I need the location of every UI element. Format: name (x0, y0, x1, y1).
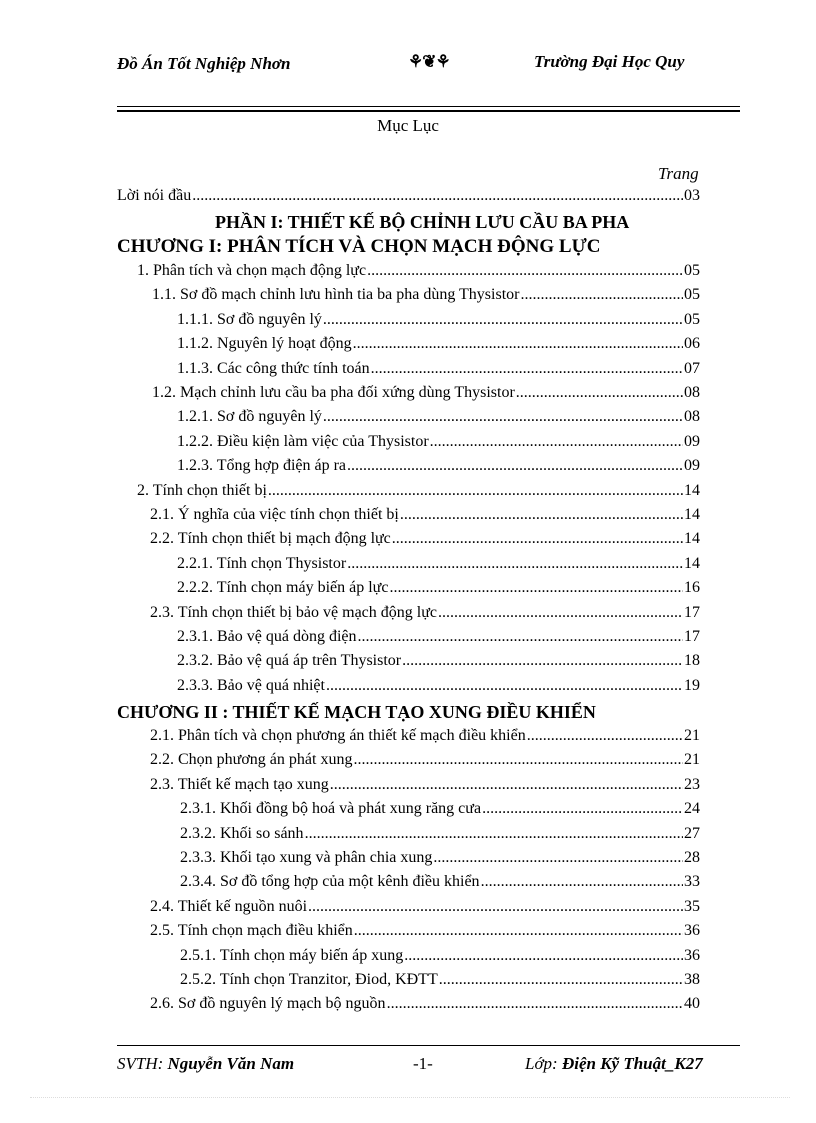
toc-page: 23 (684, 776, 700, 793)
toc-page: 33 (684, 873, 700, 890)
toc-page: 09 (684, 457, 700, 474)
toc-row (177, 555, 700, 573)
footer-rule (117, 1045, 740, 1046)
toc-row (150, 604, 700, 622)
toc-page: 05 (684, 262, 700, 279)
toc-leader (330, 776, 683, 794)
toc-page: 27 (684, 825, 700, 842)
toc-label: 1.1.1. Sơ đồ nguyên lý (177, 311, 322, 328)
toc-leader (323, 408, 683, 426)
toc-page: 08 (684, 384, 700, 401)
toc-label: 2.2.1. Tính chọn Thysistor (177, 555, 347, 572)
toc-leader (305, 825, 683, 843)
toc-row (177, 579, 700, 597)
toc-row (137, 482, 700, 500)
toc-label: 2.2.2. Tính chọn máy biến áp lực (177, 579, 389, 596)
toc-row (177, 408, 700, 426)
toc-row (177, 335, 700, 353)
header-rule-top (117, 106, 740, 107)
toc-label: 2.3. Thiết kế mạch tạo xung (150, 776, 329, 793)
toc-page: 36 (684, 947, 700, 964)
toc-row (150, 922, 700, 940)
toc-leader (404, 947, 683, 965)
toc-leader (387, 995, 683, 1013)
toc-page: 18 (684, 652, 700, 669)
toc-leader (353, 751, 683, 769)
toc-leader (367, 262, 683, 280)
toc-row (177, 652, 700, 670)
toc-row (180, 800, 700, 818)
toc-page: 40 (684, 995, 700, 1012)
toc-leader (438, 604, 683, 622)
toc-label: 2.6. Sơ đồ nguyên lý mạch bộ nguồn (150, 995, 386, 1012)
toc-label: 1. Phân tích và chọn mạch động lực (137, 262, 367, 279)
toc-page: 36 (684, 922, 700, 939)
chapter-heading-1: CHƯƠNG I: PHÂN TÍCH VÀ CHỌN MẠCH ĐỘNG LỰC (117, 236, 601, 257)
header-ornament: ⚘❦⚘ (408, 52, 450, 71)
toc-leader (481, 873, 683, 891)
toc-page: 05 (684, 286, 700, 303)
toc-leader (268, 482, 683, 500)
header-left: Đồ Án Tốt Nghiệp Nhơn (117, 54, 291, 73)
chapter-heading-2: CHƯƠNG II : THIẾT KẾ MẠCH TẠO XUNG ĐIỀU KHIỂN (117, 702, 596, 722)
toc-label: 2.5.1. Tính chọn máy biến áp xung (180, 947, 404, 964)
toc-label: 2.3.3. Bảo vệ quá nhiệt (177, 677, 325, 694)
toc-label: 1.2.2. Điều kiện làm việc của Thysistor (177, 433, 429, 450)
toc-row (177, 360, 700, 378)
toc-leader (326, 677, 683, 695)
header-right: Trường Đại Học Quy (534, 52, 685, 71)
toc-page: 14 (684, 482, 700, 499)
toc-leader (308, 898, 683, 916)
toc-row (150, 530, 700, 548)
page-column-label: Trang (658, 164, 699, 183)
toc-row (150, 776, 700, 794)
footer-student (117, 1054, 294, 1074)
page-number: -1- (413, 1054, 433, 1073)
class-label: Lớp: (525, 1054, 558, 1073)
toc-page: 05 (684, 311, 700, 328)
toc-label: 1.1. Sơ đồ mạch chỉnh lưu hình tia ba pha dùng Thysistor (152, 286, 520, 303)
toc-leader (347, 457, 683, 475)
toc-label: 2.2. Chọn phương án phát xung (150, 751, 353, 768)
toc-row (180, 873, 700, 891)
toc-row (150, 898, 700, 916)
toc-page: 38 (684, 971, 700, 988)
page-title: Mục Lục (377, 116, 439, 135)
toc-page: 06 (684, 335, 700, 352)
toc-label: 1.2.1. Sơ đồ nguyên lý (177, 408, 322, 425)
toc-page: 14 (684, 506, 700, 523)
toc-leader (392, 530, 683, 548)
toc-leader (439, 971, 683, 989)
toc-leader (347, 555, 683, 573)
toc-row (177, 311, 700, 329)
toc-page: 07 (684, 360, 700, 377)
header-rule-bottom (117, 110, 740, 112)
toc-leader (400, 506, 683, 524)
toc-page: 28 (684, 849, 700, 866)
toc-label: Lời nói đầu (117, 187, 192, 204)
toc-row (180, 971, 700, 989)
toc-leader (371, 360, 683, 378)
svth-label: SVTH: (117, 1054, 164, 1073)
part-heading: PHẦN I: THIẾT KẾ BỘ CHỈNH LƯU CẦU BA PHA (215, 212, 630, 232)
toc-label: 1.1.2. Nguyên lý hoạt động (177, 335, 352, 352)
toc-label: 2.3.1. Khối đồng bộ hoá và phát xung răng cưa (180, 800, 482, 817)
toc-leader (353, 335, 683, 353)
toc-label: 2.1. Phân tích và chọn phương án thiết kế mạch điều khiển (150, 727, 526, 744)
toc-leader (527, 727, 683, 745)
class-value: Điện Kỹ Thuật_K27 (561, 1054, 703, 1073)
toc-row-intro (117, 187, 700, 205)
toc-page: 35 (684, 898, 700, 915)
toc-page: 21 (684, 751, 700, 768)
toc-page: 21 (684, 727, 700, 744)
toc-page: 14 (684, 555, 700, 572)
toc-leader (433, 849, 683, 867)
toc-row (177, 628, 700, 646)
toc-row (180, 849, 700, 867)
toc-row (177, 433, 700, 451)
toc-label: 1.2.3. Tổng hợp điện áp ra (177, 457, 347, 474)
toc-page: 09 (684, 433, 700, 450)
toc-leader (192, 187, 683, 205)
toc-leader (516, 384, 683, 402)
toc-label: 2. Tính chọn thiết bị (137, 482, 267, 499)
toc-leader (402, 652, 683, 670)
toc-row (152, 286, 700, 304)
toc-row (150, 751, 700, 769)
toc-leader (358, 628, 683, 646)
toc-leader (482, 800, 683, 818)
toc-label: 2.3.3. Khối tạo xung và phân chia xung (180, 849, 433, 866)
toc-row (150, 995, 700, 1013)
toc-row (177, 677, 700, 695)
toc-label: 2.5.2. Tính chọn Tranzitor, Điod, KĐTT (180, 971, 438, 988)
toc-label: 1.2. Mạch chỉnh lưu cầu ba pha đối xứng dùng Thysistor (152, 384, 515, 401)
toc-label: 2.3. Tính chọn thiết bị bảo vệ mạch động lực (150, 604, 437, 621)
toc-row (150, 506, 700, 524)
toc-label: 2.5. Tính chọn mạch điều khiển (150, 922, 353, 939)
toc-label: 2.1. Ý nghĩa của việc tính chọn thiết bị (150, 506, 399, 523)
toc-label: 1.1.3. Các công thức tính toán (177, 360, 370, 377)
toc-label: 2.3.2. Khối so sánh (180, 825, 304, 842)
toc-row (152, 384, 700, 402)
toc-page: 24 (684, 800, 700, 817)
toc-page: 17 (684, 604, 700, 621)
toc-page: 08 (684, 408, 700, 425)
toc-leader (430, 433, 683, 451)
toc-row (137, 262, 700, 280)
toc-row (150, 727, 700, 745)
toc-label: 2.2. Tính chọn thiết bị mạch động lực (150, 530, 391, 547)
toc-leader (323, 311, 683, 329)
toc-leader (389, 579, 683, 597)
toc-page: 16 (684, 579, 700, 596)
toc-label: 2.3.1. Bảo vệ quá dòng điện (177, 628, 357, 645)
toc-row (180, 947, 700, 965)
toc-page: 03 (684, 187, 700, 204)
toc-label: 2.3.2. Bảo vệ quá áp trên Thysistor (177, 652, 402, 669)
toc-label: 2.4. Thiết kế nguồn nuôi (150, 898, 308, 915)
toc-page: 17 (684, 628, 700, 645)
page-bottom-edge (30, 1097, 790, 1098)
toc-leader (520, 286, 683, 304)
toc-page: 14 (684, 530, 700, 547)
student-name: Nguyễn Văn Nam (167, 1054, 295, 1073)
footer-class (525, 1054, 703, 1074)
toc-label: 2.3.4. Sơ đồ tổng hợp của một kênh điều khiển (180, 873, 480, 890)
toc-row (177, 457, 700, 475)
toc-leader (354, 922, 683, 940)
toc-page: 19 (684, 677, 700, 694)
toc-row (180, 825, 700, 843)
